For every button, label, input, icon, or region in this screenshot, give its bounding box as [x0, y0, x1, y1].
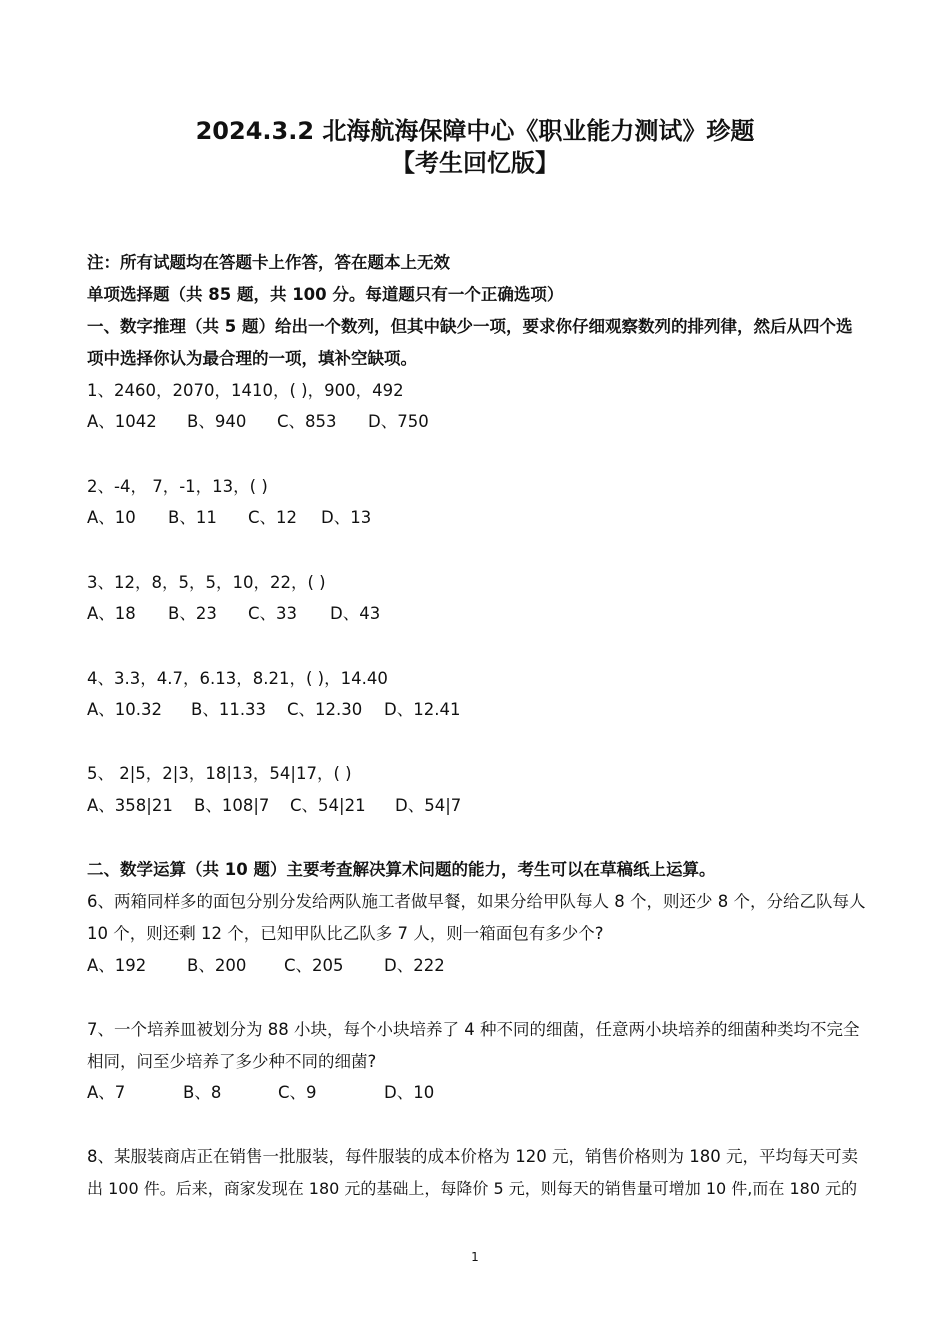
question-2-option-c: C、12: [248, 508, 298, 527]
document-title: 2024.3.2 北海航海保障中心《职业能力测试》珍题: [195, 117, 755, 145]
question-2-option-a: A、10: [87, 508, 136, 527]
question-2-stem: 2、-4， 7，-1，13，( ): [87, 477, 268, 496]
question-6-option-c: C、205: [284, 956, 344, 975]
question-3-option-d: D、43: [330, 604, 381, 623]
question-7-option-d: D、10: [384, 1083, 435, 1102]
part1-heading-line1: 一、数字推理（共 5 题）给出一个数列，但其中缺少一项，要求你仔细观察数列的排列律，然后从四个选: [87, 317, 853, 336]
question-6-option-d: D、222: [384, 956, 445, 975]
question-7-stem-line2: 相同，问至少培养了多少种不同的细菌?: [87, 1052, 377, 1071]
question-3-stem: 3、12，8，5，5，10，22，( ): [87, 573, 326, 592]
question-4-option-d: D、12.41: [384, 700, 461, 719]
question-1-option-b: B、940: [187, 412, 247, 431]
exam-note: 注：所有试题均在答题卡上作答，答在题本上无效: [87, 253, 450, 272]
question-8-stem-line1: 8、某服装商店正在销售一批服装，每件服装的成本价格为 120 元，销售价格则为 180 元，平均每天可卖: [87, 1147, 858, 1166]
part1-heading-line2: 项中选择你认为最合理的一项，填补空缺项。: [87, 349, 417, 368]
question-1-option-c: C、853: [277, 412, 337, 431]
question-1-option-a: A、1042: [87, 412, 157, 431]
question-3-option-a: A、18: [87, 604, 136, 623]
question-4-option-b: B、11.33: [191, 700, 267, 719]
section-intro: 单项选择题（共 85 题，共 100 分。每道题只有一个正确选项）: [87, 285, 564, 304]
question-4-option-a: A、10.32: [87, 700, 163, 719]
question-5-option-a: A、358|21: [87, 796, 173, 815]
question-6-stem-line1: 6、两箱同样多的面包分别分发给两队施工者做早餐，如果分给甲队每人 8 个，则还少 8 个，分给乙队每人: [87, 892, 866, 911]
question-2-option-d: D、13: [321, 508, 372, 527]
question-5-option-c: C、54|21: [290, 796, 366, 815]
question-2-option-b: B、11: [168, 508, 217, 527]
question-3-option-b: B、23: [168, 604, 217, 623]
document-subtitle: 【考生回忆版】: [391, 149, 559, 177]
question-1-stem: 1、2460，2070，1410，( )，900，492: [87, 381, 404, 400]
question-4-stem: 4、3.3，4.7，6.13，8.21，( )，14.40: [87, 669, 388, 688]
question-7-stem-line1: 7、一个培养皿被划分为 88 小块，每个小块培养了 4 种不同的细菌，任意两小块培养的细菌种类均不完全: [87, 1020, 860, 1039]
question-5-stem: 5、 2|5，2|3，18|13，54|17，( ): [87, 764, 352, 783]
question-7-option-a: A、7: [87, 1083, 126, 1102]
question-6-option-b: B、200: [187, 956, 247, 975]
question-5-option-b: B、108|7: [194, 796, 270, 815]
question-3-option-c: C、33: [248, 604, 298, 623]
question-6-stem-line2: 10 个，则还剩 12 个，已知甲队比乙队多 7 人，则一箱面包有多少个?: [87, 924, 604, 943]
question-6-option-a: A、192: [87, 956, 147, 975]
page-number: 1: [471, 1250, 479, 1264]
question-7-option-b: B、8: [183, 1083, 222, 1102]
question-7-option-c: C、9: [278, 1083, 317, 1102]
part2-heading: 二、数学运算（共 10 题）主要考查解决算术问题的能力，考生可以在草稿纸上运算。: [87, 860, 716, 879]
question-8-stem-line2: 出 100 件。后来，商家发现在 180 元的基础上，每降价 5 元，则每天的销售量可增加 10 件,而在 180 元的: [87, 1179, 858, 1198]
question-4-option-c: C、12.30: [287, 700, 363, 719]
question-1-option-d: D、750: [368, 412, 429, 431]
question-5-option-d: D、54|7: [395, 796, 462, 815]
